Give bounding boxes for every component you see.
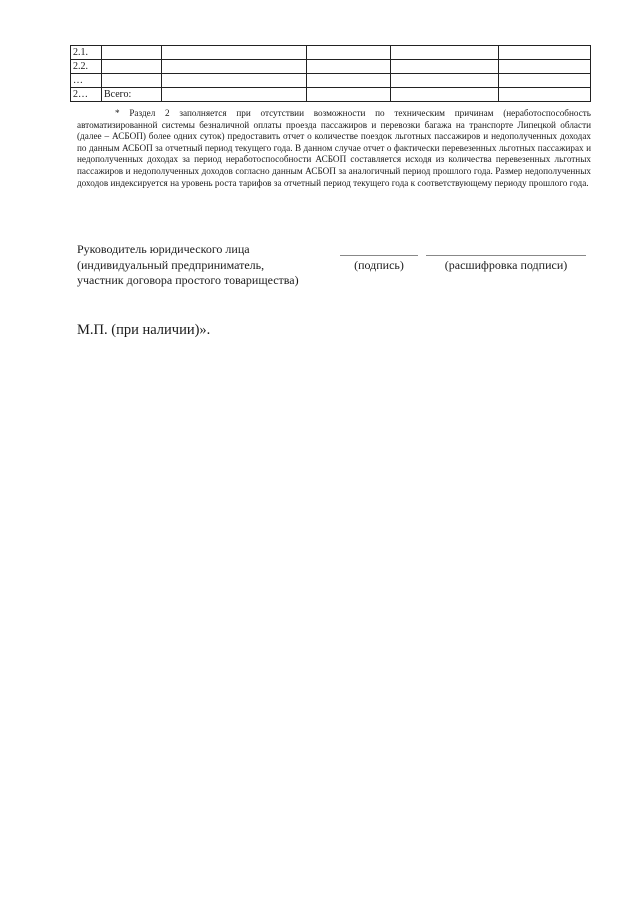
row-number: … [71,74,102,88]
table-row [71,60,591,74]
table-cell [499,46,591,60]
signature-decode-line [426,255,586,256]
table-cell [162,88,307,102]
table-cell [307,60,391,74]
table-cell [499,88,591,102]
signatory-block [77,242,299,289]
table-cell [391,46,499,60]
row-number: 2.1. [71,46,102,60]
table-cell [162,46,307,60]
table-cell [499,60,591,74]
row-number: 2.2. [71,60,102,74]
table-cell [391,74,499,88]
table-cell [391,60,499,74]
footnote: * Раздел 2 заполняется при отсутствии возможности по техническим причинам (неработоспособность автоматизированной системы безналичной оплаты проезда пассажиров и перевозки багажа на транспорте Липецкой области (далее – АСБОП) более одних суток) предоставить отчет о количестве поездок льготных пассажиров и недополученных доходах по данным АСБОП за отчетный период текущего года. В данном случае отчет о фактически перевезенных льготных пассажирах и недополученных доходах за период неработоспособности АСБОП составляется исходя из количества перевезенных льготных пассажиров и недополученных доходов согласно данным АСБОП за аналогичный период прошлого года. Размер недополученных доходов индексируется на уровень роста тарифов за отчетный период текущего года к соответствующему периоду прошлого года. [77,108,591,188]
total-label: Всего: [102,88,162,102]
table-cell [162,60,307,74]
signatory-line-3: участник договора простого товарищества) [77,273,299,287]
signatory-line-1: Руководитель юридического лица [77,242,250,256]
table-cell [307,88,391,102]
table-row [71,74,591,88]
table-cell [307,46,391,60]
row-label [102,46,162,60]
table-row [71,46,591,60]
row-label [102,60,162,74]
table-cell [307,74,391,88]
signature-decode-caption: (расшифровка подписи) [444,258,568,272]
table-row [71,88,591,102]
signatory-line-2: (индивидуальный предприниматель, [77,257,265,272]
table-cell [162,74,307,88]
stamp-place: М.П. (при наличии)». [77,322,211,338]
table-cell [499,74,591,88]
row-label [102,74,162,88]
row-number: 2… [71,88,102,102]
signature-caption: (подпись) [354,258,404,272]
signature-line [340,255,418,256]
table-cell [391,88,499,102]
report-table [70,45,591,102]
